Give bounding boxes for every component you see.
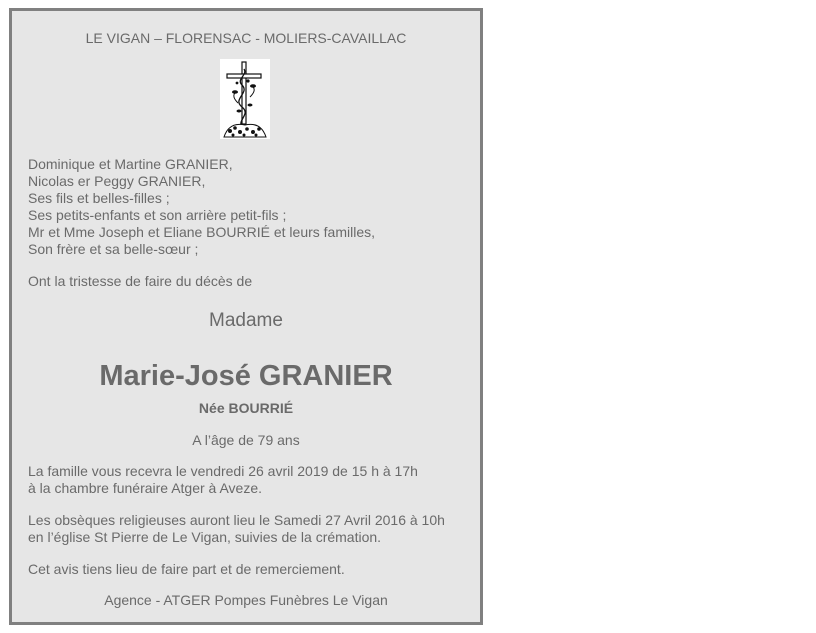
agency-signature: Agence - ATGER Pompes Funèbres Le Vigan [104, 592, 388, 608]
funeral-line: Les obsèques religieuses auront lieu le Samedi 27 Avril 2016 à 10h [28, 512, 445, 528]
family-line: Nicolas er Peggy GRANIER, [28, 173, 206, 189]
family-line: Mr et Mme Joseph et Eliane BOURRIÉ et leurs familles, [28, 224, 376, 240]
deceased-name: Marie-José GRANIER [99, 360, 393, 392]
closing-text: Cet avis tiens lieu de faire part et de remerciement. [28, 561, 345, 577]
family-line: Son frère et sa belle-sœur ; [28, 241, 199, 257]
age-text: A l’âge de 79 ans [192, 432, 300, 448]
maiden-name: Née BOURRIÉ [198, 400, 294, 416]
cross-with-vine-icon [220, 59, 270, 139]
family-list [28, 156, 375, 258]
family-line: Ses petits-enfants et son arrière petit-fils ; [28, 207, 287, 223]
visitation-paragraph [28, 463, 418, 497]
visitation-line: La famille vous recevra le vendredi 26 avril 2019 de 15 h à 17h [28, 463, 418, 479]
intro-text: Ont la tristesse de faire du décès de [28, 273, 253, 289]
family-line: Dominique et Martine GRANIER, [28, 156, 233, 172]
visitation-line: à la chambre funéraire Atger à Aveze. [28, 480, 262, 496]
family-line: Ses fils et belles-filles ; [28, 190, 170, 206]
notice-header: LE VIGAN – FLORENSAC - MOLIERS-CAVAILLAC [85, 30, 407, 46]
funeral-line: en l’église St Pierre de Le Vigan, suivies de la crémation. [28, 529, 382, 545]
death-notice [9, 8, 483, 625]
title-madame: Madame [209, 310, 283, 331]
funeral-paragraph [28, 512, 445, 546]
